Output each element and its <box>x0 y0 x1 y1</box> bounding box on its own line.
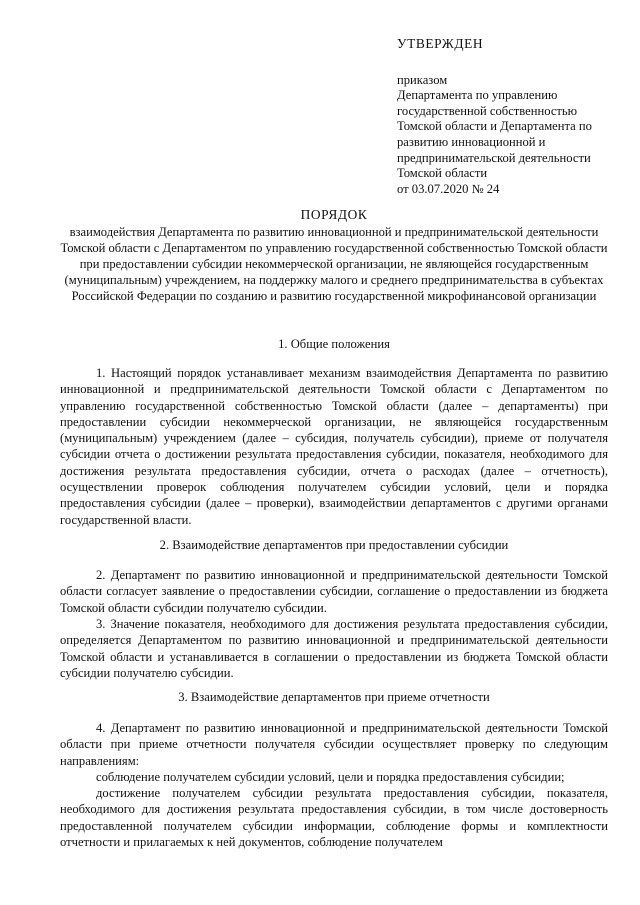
document-title: ПОРЯДОК <box>300 207 368 222</box>
section-heading-1: 1. Общие положения <box>278 337 390 351</box>
paragraph-2: 2. Департамент по развитию инновационной и предпринимательской деятельности Томской области согласует заявление о предоставлении субсидии, соглашение о предоставлении из бюджета Томской области субсидии получателю субсидии. <box>60 568 608 615</box>
document-subtitle: взаимодействия Департамента по развитию инновационной и предпринимательской деятельности Томской области с Департаментом по управлению государственной собственностью Томской области при предоставлении субсидии некоммерческой организации, не являющейся государственным (муниципальным) учреждением, на поддержку малого и среднего предпринимательства в субъектах Российской Федерации по созданию и развитию государственной микрофинансовой организации <box>60 224 608 303</box>
approval-heading: УТВЕРЖДЕН <box>397 36 484 51</box>
approval-line: Департамента по управлению <box>397 88 558 103</box>
approval-line: приказом <box>397 72 448 87</box>
paragraph-1: 1. Настоящий порядок устанавливает механизм взаимодействия Департамента по развитию инновационной и предпринимательской деятельности Томской области с Департаментом по управлению государственной собственностью Томской области (далее – департаменты) при предоставлении субсидии некоммерческой организации, не являющейся государственным (муниципальным) учреждением (далее – субсидия, получатель субсидии), приеме от получателя субсидии отчета о достижении результата предоставления субсидии, показателя, необходимого для достижения результата предоставления субсидии, отчета о расходах (далее – отчетность), осуществлении проверок соблюдения получателем субсидии условий, цели и порядка предоставления субсидии (далее – проверки), взаимодействии департаментов с другими органами государственной власти. <box>60 366 608 527</box>
section-heading-3: 3. Взаимодействие департаментов при приеме отчетности <box>178 690 490 704</box>
approval-line: Томской области <box>397 166 488 181</box>
section-heading-2: 2. Взаимодействие департаментов при предоставлении субсидии <box>159 538 509 552</box>
approval-line: государственной собственностью <box>397 103 578 118</box>
approval-line: Томской области и Департамента по <box>397 119 592 134</box>
list-item: соблюдение получателем субсидии условий, цели и порядка предоставления субсидии; <box>96 769 565 784</box>
approval-line: предпринимательской деятельности <box>397 150 591 165</box>
approval-block <box>397 36 627 197</box>
approval-line: развитию инновационной и <box>397 134 546 149</box>
paragraph-4: 4. Департамент по развитию инновационной и предпринимательской деятельности Томской области при приеме отчетности получателя субсидии осуществляет проверку по следующим направлениям: <box>60 721 608 768</box>
paragraph-3: 3. Значение показателя, необходимого для достижения результата предоставления субсидии, определяется Департаментом по развитию инновационной и предпринимательской деятельности Томской области и устанавливается в соглашении о предоставлении из бюджета Томской области субсидии получателю субсидии. <box>60 617 608 680</box>
list-item: достижение получателем субсидии результата предоставления субсидии, показателя, необходимого для достижения результата предоставления субсидии, в том числе достоверность предоставленной получателем субсидии информации, соблюдение формы и комплектности отчетности и прилагаемых к ней документов, соблюдение получателем <box>60 786 608 850</box>
approval-date-number: от 03.07.2020 № 24 <box>397 181 500 196</box>
paragraph-4-container <box>60 720 608 850</box>
document-title-block <box>60 207 608 304</box>
